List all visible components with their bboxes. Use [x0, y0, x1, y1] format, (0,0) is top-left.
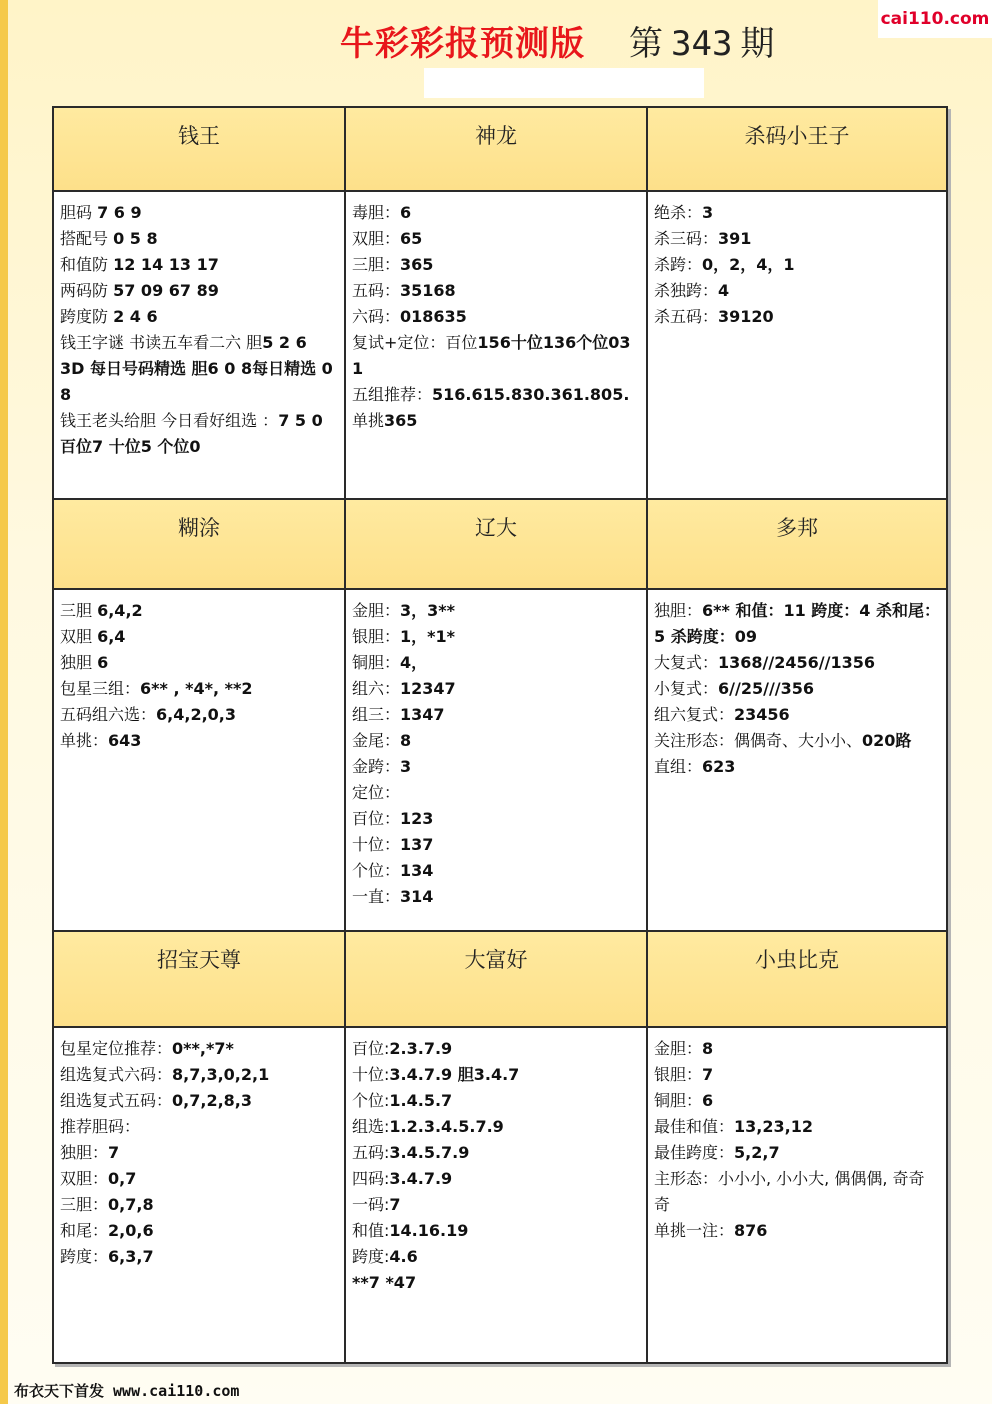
section-body — [346, 192, 648, 500]
entry-value: 4.6 — [389, 1247, 418, 1266]
entry-value: 65 — [400, 229, 423, 248]
blank-banner — [424, 68, 704, 98]
entry-line — [654, 226, 940, 252]
entry-value: 4 — [718, 281, 730, 300]
issue-number — [625, 16, 778, 65]
entry-label: 独胆： — [60, 1143, 109, 1162]
entry-line — [352, 252, 640, 278]
entry-label: 独胆： — [654, 601, 703, 620]
entry-label: 三胆 — [60, 601, 98, 620]
entry-value: 3 — [400, 757, 412, 776]
entry-value: 5 2 6 — [262, 333, 307, 352]
entry-value: 14.16.19 — [389, 1221, 469, 1240]
section-header: 多邦 — [648, 500, 946, 590]
entry-line — [352, 832, 640, 858]
entry-label: 胆码 — [60, 203, 98, 222]
entry-label: 组选复式六码： — [60, 1065, 173, 1084]
section-header: 小虫比克 — [648, 932, 946, 1028]
entry-value: 2,0,6 — [108, 1221, 154, 1240]
entry-value: 876 — [734, 1221, 768, 1240]
entry-line — [654, 676, 940, 702]
entry-label: 杀五码： — [654, 307, 719, 326]
entry-value: 391 — [718, 229, 752, 248]
entry-line — [60, 728, 338, 754]
entry-value: 3，3** — [400, 601, 456, 620]
entry-line — [654, 728, 940, 754]
entry-label: 个位： — [352, 861, 401, 880]
entry-line — [352, 382, 640, 408]
entry-label: 六码： — [352, 307, 401, 326]
entry-value: 623 — [702, 757, 736, 776]
entry-line — [654, 702, 940, 728]
entry-label: 五码: — [352, 1143, 390, 1162]
entry-label: 和值: — [352, 1221, 390, 1240]
entry-line — [352, 1088, 640, 1114]
entry-value: 8 — [702, 1039, 714, 1058]
entry-label: 跨度： — [60, 1247, 109, 1266]
entry-line — [654, 278, 940, 304]
entry-label: 组选复式五码： — [60, 1091, 173, 1110]
entry-value: 3.4.7.9 — [389, 1169, 453, 1188]
entry-label: 铜胆： — [352, 653, 401, 672]
entry-label: 一码: — [352, 1195, 390, 1214]
entry-line — [60, 330, 338, 356]
entry-line — [352, 1218, 640, 1244]
section-body — [648, 1028, 946, 1362]
entry-label: 三胆： — [60, 1195, 109, 1214]
entry-line — [352, 1192, 640, 1218]
entry-line — [60, 702, 338, 728]
entry-line — [352, 1270, 640, 1296]
entry-value: 643 — [108, 731, 142, 750]
entry-label: 个位: — [352, 1091, 390, 1110]
entry-value: 6,4,2,0,3 — [156, 705, 236, 724]
entry-line — [352, 1036, 640, 1062]
entry-label: 杀三码： — [654, 229, 719, 248]
entry-value: 6 — [400, 203, 412, 222]
entry-line — [352, 408, 640, 434]
entry-line — [352, 884, 640, 910]
section-header: 钱王 — [54, 108, 346, 192]
entry-label: 最佳跨度： — [654, 1143, 735, 1162]
entry-value: 6//25///356 — [718, 679, 815, 698]
issue-value: 343 — [671, 24, 733, 64]
entry-label: 直组： — [654, 757, 703, 776]
entry-value: 020路 — [862, 731, 912, 750]
entry-line — [60, 356, 338, 408]
section-body — [346, 1028, 648, 1362]
entry-line — [60, 408, 338, 460]
entry-line — [60, 624, 338, 650]
entry-line — [60, 278, 338, 304]
entry-label: 四码: — [352, 1169, 390, 1188]
entry-label: 单挑： — [60, 731, 109, 750]
entry-label: 银胆： — [352, 627, 401, 646]
entry-value: 2.3.7.9 — [389, 1039, 453, 1058]
entry-label: 五码： — [352, 281, 401, 300]
entry-label: 百位： — [352, 809, 401, 828]
section-header: 大富好 — [346, 932, 648, 1028]
entry-line — [60, 1192, 338, 1218]
entry-label: 五码组六选： — [60, 705, 157, 724]
entry-label: 绝杀： — [654, 203, 703, 222]
entry-line — [654, 1062, 940, 1088]
entry-line — [60, 1088, 338, 1114]
prediction-grid — [52, 106, 948, 1364]
entry-line — [352, 598, 640, 624]
entry-value: 12347 — [400, 679, 456, 698]
title-main: 牛彩彩报预测版 — [340, 24, 585, 64]
entry-value: 6** , *4*, **2 — [140, 679, 253, 698]
entry-value: 6,3,7 — [108, 1247, 154, 1266]
entry-label: 包星三组： — [60, 679, 141, 698]
entry-value: 3.4.7.9 胆3.4.7 — [389, 1065, 520, 1084]
entry-label: 金跨： — [352, 757, 401, 776]
entry-value: 23456 — [734, 705, 790, 724]
entry-label: 毒胆： — [352, 203, 401, 222]
entry-line — [352, 624, 640, 650]
entry-value: 13,23,12 — [734, 1117, 813, 1136]
entry-value: 3 — [702, 203, 714, 222]
entry-value: 1.4.5.7 — [389, 1091, 453, 1110]
entry-line — [654, 304, 940, 330]
entry-value: 0，2，4，1 — [702, 255, 795, 274]
page-title — [340, 16, 778, 66]
entry-label: 最佳和值： — [654, 1117, 735, 1136]
entry-line — [352, 1062, 640, 1088]
entry-line — [60, 1140, 338, 1166]
entry-value: 0,7,2,8,3 — [172, 1091, 252, 1110]
entry-value: 6 — [97, 653, 109, 672]
entry-line — [60, 598, 338, 624]
entry-value: 6** 和值：11 跨度：4 杀和尾：5 杀跨度：09 — [654, 601, 940, 646]
entry-line — [654, 252, 940, 278]
entry-label: 复试+定位：百位 — [352, 333, 478, 352]
entry-line — [352, 728, 640, 754]
entry-label: 百位: — [352, 1039, 390, 1058]
issue-prefix: 第 — [629, 24, 663, 64]
entry-value: 6,4 — [97, 627, 126, 646]
entry-label: 钱王老头给胆 今日看好组选 ： — [60, 411, 279, 430]
entry-line — [654, 598, 940, 650]
entry-value: 5,2,7 — [734, 1143, 780, 1162]
entry-line — [352, 1114, 640, 1140]
section-body — [346, 590, 648, 932]
entry-line — [654, 1140, 940, 1166]
entry-value: 0,7 — [108, 1169, 137, 1188]
entry-value: 156十位136个位031 — [352, 333, 631, 378]
entry-line — [352, 200, 640, 226]
entry-line — [60, 1036, 338, 1062]
left-accent-bar — [0, 0, 8, 1404]
entry-label: 双胆： — [352, 229, 401, 248]
entry-label: 包星定位推荐： — [60, 1039, 173, 1058]
entry-value: 7 — [702, 1065, 714, 1084]
entry-value: 1.2.3.4.5.7.9 — [389, 1117, 504, 1136]
entry-value: 134 — [400, 861, 434, 880]
entry-value: 0 5 8 — [113, 229, 158, 248]
entry-value: 365 — [384, 411, 418, 430]
entry-line — [654, 200, 940, 226]
section-header: 招宝天尊 — [54, 932, 346, 1028]
entry-value: 0,7,8 — [108, 1195, 154, 1214]
entry-line — [60, 1166, 338, 1192]
entry-line — [352, 226, 640, 252]
entry-line — [60, 1218, 338, 1244]
entry-label: 组六： — [352, 679, 401, 698]
entry-label: 跨度防 — [60, 307, 114, 326]
entry-value: 8,7,3,0,2,1 — [172, 1065, 270, 1084]
section-body — [54, 590, 346, 932]
entry-line — [352, 754, 640, 780]
entry-line — [60, 1244, 338, 1270]
entry-line — [352, 330, 640, 382]
entry-value: 1347 — [400, 705, 445, 724]
entry-line — [60, 252, 338, 278]
entry-line — [352, 1166, 640, 1192]
section-body — [54, 1028, 346, 1362]
section-body — [648, 590, 946, 932]
entry-value: 365 — [400, 255, 434, 274]
entry-value: 6 — [702, 1091, 714, 1110]
entry-value: 4， — [400, 653, 428, 672]
entry-value: 516.615.830.361.805. — [432, 385, 630, 404]
entry-value: 35168 — [400, 281, 456, 300]
entry-label: 两码防 — [60, 281, 114, 300]
entry-label: 组六复式： — [654, 705, 735, 724]
entry-value: 6,4,2 — [97, 601, 143, 620]
entry-line — [60, 1114, 338, 1140]
entry-value: 8 — [400, 731, 412, 750]
entry-label: 小复式： — [654, 679, 719, 698]
entry-label: 金胆： — [654, 1039, 703, 1058]
entry-label: 杀独跨： — [654, 281, 719, 300]
entry-value: 314 — [400, 887, 434, 906]
site-badge[interactable]: cai110.com — [878, 0, 992, 38]
entry-label: 金尾： — [352, 731, 401, 750]
entry-line — [352, 304, 640, 330]
entry-label: 五组推荐： — [352, 385, 433, 404]
entry-label: 大复式： — [654, 653, 719, 672]
entry-label: 铜胆： — [654, 1091, 703, 1110]
entry-value: 3D 每日号码精选 胆6 0 8每日精选 0 8 — [60, 359, 333, 404]
entry-label: 三胆： — [352, 255, 401, 274]
entry-line — [654, 1036, 940, 1062]
entry-value: 1，*1* — [400, 627, 456, 646]
section-header: 杀码小王子 — [648, 108, 946, 192]
entry-value: 123 — [400, 809, 434, 828]
section-body — [648, 192, 946, 500]
entry-label: 搭配号 — [60, 229, 114, 248]
entry-line — [352, 1244, 640, 1270]
entry-value: 1368//2456//1356 — [718, 653, 875, 672]
entry-label: 十位: — [352, 1065, 390, 1084]
entry-line — [352, 858, 640, 884]
entry-line — [352, 780, 640, 806]
entry-label: 双胆 — [60, 627, 98, 646]
entry-label: 组选: — [352, 1117, 390, 1136]
entry-value: 137 — [400, 835, 434, 854]
entry-value: 57 09 67 89 — [113, 281, 219, 300]
entry-label: 定位： — [352, 783, 401, 802]
entry-label: 组三： — [352, 705, 401, 724]
entry-line — [654, 1088, 940, 1114]
entry-label: 一直： — [352, 887, 401, 906]
entry-line — [60, 1062, 338, 1088]
entry-label: 独胆 — [60, 653, 98, 672]
entry-value: **7 *47 — [352, 1273, 417, 1292]
entry-value: 7 6 9 — [97, 203, 142, 222]
issue-suffix: 期 — [740, 24, 775, 64]
entry-label: 和值防 — [60, 255, 114, 274]
entry-line — [352, 702, 640, 728]
entry-line — [352, 676, 640, 702]
entry-value: 2 4 6 — [113, 307, 158, 326]
entry-label: 金胆： — [352, 601, 401, 620]
entry-label: 银胆： — [654, 1065, 703, 1084]
section-header: 神龙 — [346, 108, 648, 192]
entry-label: 推荐胆码： — [60, 1117, 141, 1136]
entry-line — [60, 650, 338, 676]
entry-value: 0**,*7* — [172, 1039, 234, 1058]
entry-line — [60, 304, 338, 330]
entry-label: 双胆： — [60, 1169, 109, 1188]
entry-line — [654, 1166, 940, 1218]
entry-value: 3.4.5.7.9 — [389, 1143, 470, 1162]
entry-label: 十位： — [352, 835, 401, 854]
section-header: 辽大 — [346, 500, 648, 590]
entry-label: 钱王字谜 书读五车看二六 胆 — [60, 333, 263, 352]
entry-line — [352, 806, 640, 832]
entry-line — [352, 650, 640, 676]
entry-value: 12 14 13 17 — [113, 255, 219, 274]
entry-label: 关注形态：偶偶奇、大小小、 — [654, 731, 863, 750]
entry-value: 39120 — [718, 307, 774, 326]
entry-line — [352, 1140, 640, 1166]
entry-value: 018635 — [400, 307, 467, 326]
entry-line — [654, 1218, 940, 1244]
entry-line — [60, 200, 338, 226]
entry-value: 7 — [108, 1143, 120, 1162]
entry-line — [352, 278, 640, 304]
entry-label: 主形态：小小小, 小小大, 偶偶偶, 奇奇奇 — [654, 1169, 925, 1214]
entry-line — [654, 650, 940, 676]
entry-label: 跨度: — [352, 1247, 390, 1266]
section-header: 糊涂 — [54, 500, 346, 590]
entry-label: 单挑 — [352, 411, 385, 430]
entry-label: 和尾： — [60, 1221, 109, 1240]
entry-label: 单挑一注： — [654, 1221, 735, 1240]
entry-line — [60, 226, 338, 252]
footer-credit: 布衣天下首发 www.cai110.com — [14, 1382, 240, 1400]
entry-line — [654, 754, 940, 780]
section-body — [54, 192, 346, 500]
entry-value: 7 5 0百位7 十位5 个位0 — [60, 411, 323, 456]
entry-line — [60, 676, 338, 702]
entry-value: 7 — [389, 1195, 401, 1214]
entry-line — [654, 1114, 940, 1140]
entry-label: 杀跨： — [654, 255, 703, 274]
